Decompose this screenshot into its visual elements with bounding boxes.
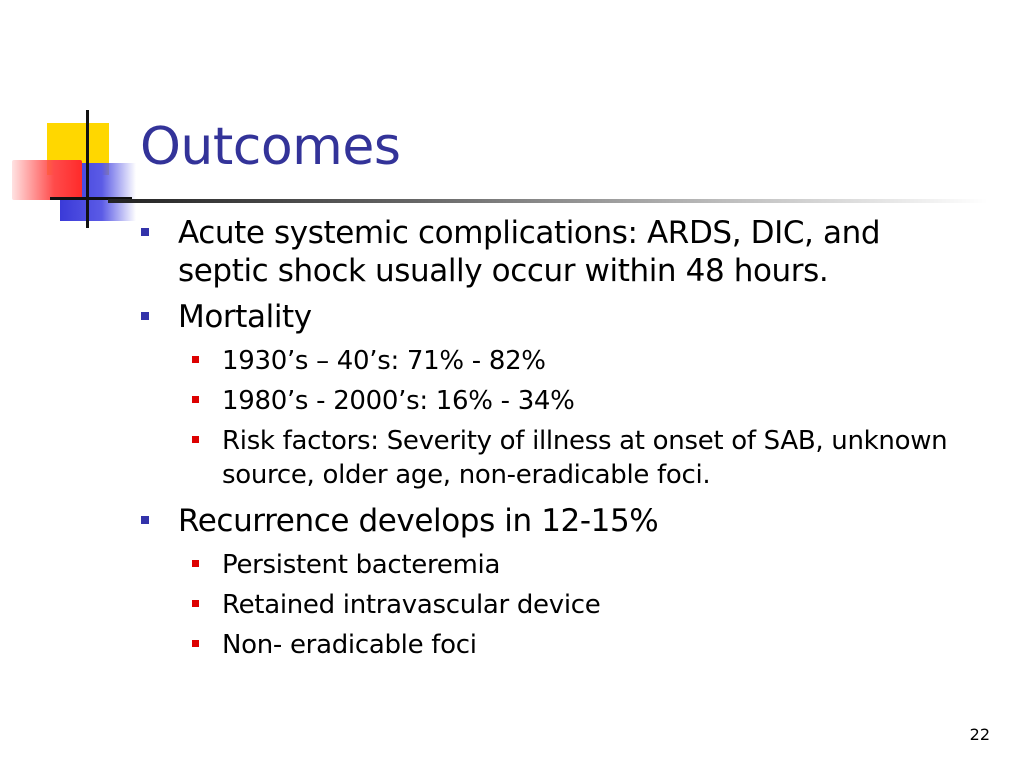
bullet-text: Recurrence develops in 12-15% (178, 503, 659, 539)
sub-bullet-item (140, 588, 960, 622)
square-bullet-icon (141, 228, 149, 236)
sub-bullet-list (140, 344, 960, 492)
sub-bullet-text: 1930’s – 40’s: 71% - 82% (222, 346, 546, 376)
sub-bullet-item (140, 628, 960, 662)
bullet-text: Acute systemic complications: ARDS, DIC, and septic shock usually occur within 48 hours. (178, 215, 881, 289)
sub-bullet-text: Persistent bacteremia (222, 550, 501, 580)
sub-bullet-text: 1980’s - 2000’s: 16% - 34% (222, 386, 575, 416)
sub-bullet-item (140, 344, 960, 378)
sub-bullet-text: Non- eradicable foci (222, 630, 477, 660)
sub-bullet-text: Retained intravascular device (222, 590, 601, 620)
bullet-item (140, 214, 960, 290)
sub-bullet-list (140, 548, 960, 662)
sub-bullet-item (140, 384, 960, 418)
logo-red-square (12, 160, 82, 200)
square-bullet-icon (192, 436, 199, 443)
sub-bullet-item (140, 424, 960, 492)
square-bullet-icon (141, 312, 149, 320)
square-bullet-icon (192, 560, 199, 567)
bullet-item (140, 502, 960, 540)
sub-bullet-text: Risk factors: Severity of illness at onset of SAB, unknown source, older age, non-eradicable foci. (222, 426, 948, 490)
logo-vertical-line (86, 110, 89, 228)
sub-bullet-item (140, 548, 960, 582)
slide-title: Outcomes (140, 117, 401, 177)
square-bullet-icon (192, 640, 199, 647)
square-bullet-icon (192, 600, 199, 607)
decorative-logo (0, 0, 140, 240)
square-bullet-icon (192, 356, 199, 363)
bullet-item (140, 298, 960, 336)
bullet-text: Mortality (178, 299, 312, 335)
square-bullet-icon (141, 516, 149, 524)
bullet-list (140, 214, 960, 672)
title-underline (108, 199, 988, 203)
square-bullet-icon (192, 396, 199, 403)
page-number: 22 (969, 725, 990, 744)
